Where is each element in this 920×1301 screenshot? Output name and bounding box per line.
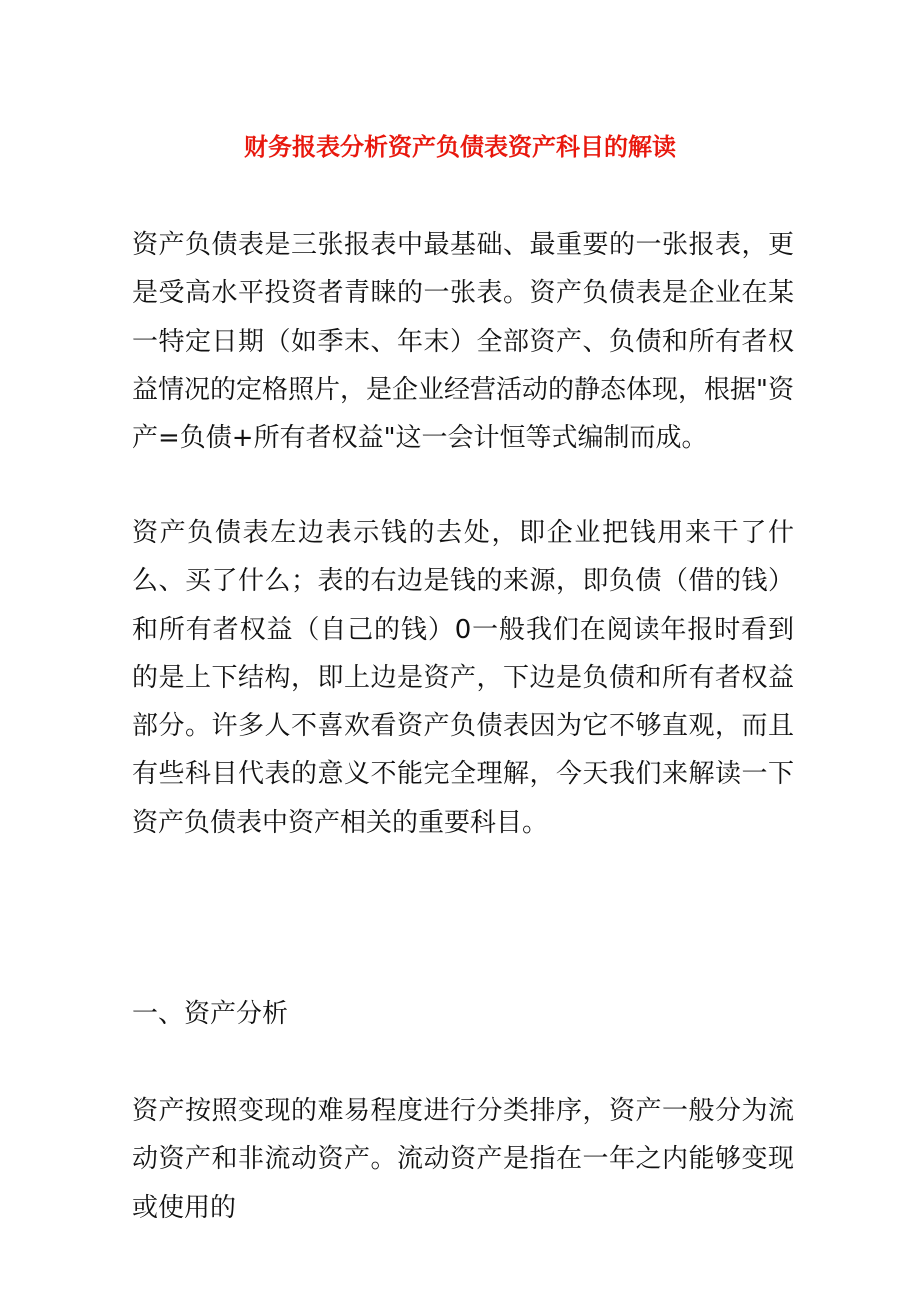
paragraph-asset-classification: 资产按照变现的难易程度进行分类排序，资产一般分为流动资产和非流动资产。流动资产是指在一年之内能够变现或使用的 [132,1096,794,1223]
paragraph-balance-sheet-intro: 资产负债表是三张报表中最基础、最重要的一张报表，更是受高水平投资者青睐的一张表。资产负债表是企业在某一特定日期（如季末、年末）全部资产、负债和所有者权益情况的定格照片，是企业经营活动的静态体现，根据"资产=负债+所有者权益"这一会计恒等式编制而成。 [132,230,794,454]
document-title: 财务报表分析资产负债表资产科目的解读 [244,133,676,161]
paragraph-balance-sheet-structure: 资产负债表左边表示钱的去处，即企业把钱用来干了什么、买了什么；表的右边是钱的来源，即负债（借的钱）和所有者权益（自己的钱）0一般我们在阅读年报时看到的是上下结构，即上边是资产，下边是负债和所有者权益部分。许多人不喜欢看资产负债表因为它不够直观，而且有些科目代表的意义不能完全理解，今天我们来解读一下资产负债表中资产相关的重要科目。 [132,518,794,838]
section-heading-asset-analysis: 一、资产分析 [132,999,289,1029]
